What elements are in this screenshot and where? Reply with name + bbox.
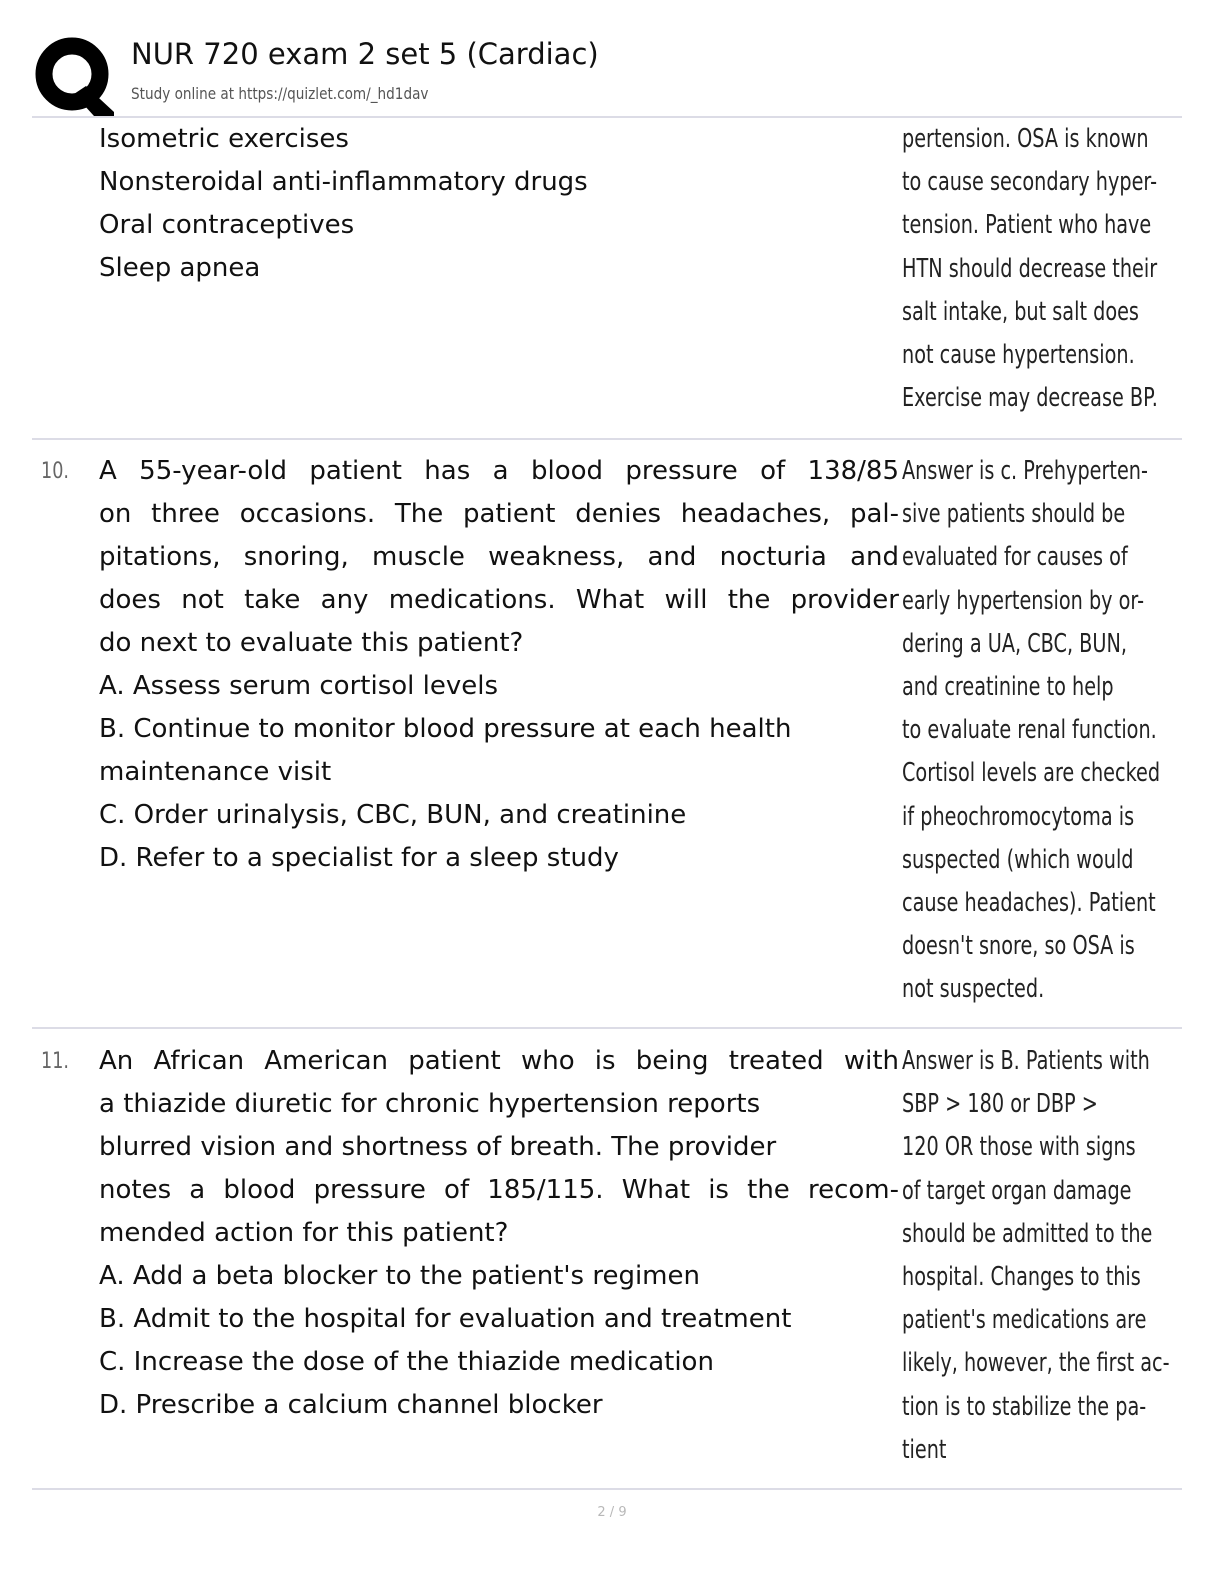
question-line: Isometric exercises [99,124,349,154]
answer-line: doesn't snore, so OSA is [902,931,1135,962]
question-text [99,450,899,880]
study-online-link[interactable]: Study online at https://quizlet.com/_hd1dav [131,84,429,103]
answer-line: dering a UA, CBC, BUN, [902,628,1127,659]
answer-line: tient [902,1434,947,1465]
answer-line: should be admitted to the [902,1218,1153,1249]
answer-line: not suspected. [902,974,1045,1005]
answer-option-a: A. Assess serum cortisol levels [99,671,499,701]
answer-line: of target organ damage [902,1175,1132,1206]
question-line: An African American patient who is being treated with [99,1046,899,1076]
document-title: NUR 720 exam 2 set 5 (Cardiac) [131,37,599,71]
card-number: 11. [41,1049,69,1074]
question-line: notes a blood pressure of 185/115. What is the recom- [99,1175,899,1205]
answer-line: 120 OR those with signs [902,1132,1136,1163]
answer-line: Answer is c. Prehyperten- [902,456,1148,486]
flashcard-10 [32,450,1182,1020]
answer-option-b-cont: maintenance visit [99,757,332,787]
question-line: mended action for this patient? [99,1218,509,1248]
answer-line: suspected (which would [902,844,1134,875]
answer-text [902,1040,1222,1472]
answer-option-d: D. Prescribe a calcium channel blocker [99,1390,603,1420]
question-line: a thiazide diuretic for chronic hypertension reports [99,1089,761,1119]
answer-line: and creatinine to help [902,671,1114,702]
answer-line: Exercise may decrease BP. [902,383,1158,414]
question-line: A 55-year-old patient has a blood pressure of 138/85 [99,456,899,486]
answer-line: pertension. OSA is known [902,124,1149,154]
question-line: Nonsteroidal anti-inflammatory drugs [99,167,588,197]
question-line: pitations, snoring, muscle weakness, and nocturia and [99,542,899,572]
question-text [99,1040,899,1427]
question-line: on three occasions. The patient denies headaches, pal- [99,499,899,529]
divider [32,1488,1182,1490]
card-number: 10. [41,459,69,484]
answer-line: not cause hypertension. [902,339,1135,370]
answer-line: to cause secondary hyper- [902,167,1158,198]
answer-option-d: D. Refer to a specialist for a sleep study [99,843,619,873]
answer-line: tension. Patient who have [902,210,1152,241]
answer-line: SBP > 180 or DBP > [902,1089,1098,1120]
question-line: does not take any medications. What will the provider [99,585,899,615]
answer-line: tion is to stabilize the pa- [902,1391,1147,1422]
answer-option-c: C. Order urinalysis, CBC, BUN, and creatinine [99,800,687,830]
answer-line: evaluated for causes of [902,542,1128,573]
answer-text [902,450,1222,1011]
answer-line: cause headaches). Patient [902,887,1156,918]
answer-line: HTN should decrease their [902,253,1158,284]
answer-option-c: C. Increase the dose of the thiazide medication [99,1347,714,1377]
question-text [99,118,899,290]
answer-line: salt intake, but salt does [902,296,1139,327]
quizlet-q-logo-icon [34,36,114,116]
answer-option-b: B. Admit to the hospital for evaluation and treatment [99,1304,792,1334]
answer-line: patient's medications are [902,1305,1147,1336]
flashcard-continued [32,118,1182,436]
question-line: Sleep apnea [99,253,261,283]
divider [32,1027,1182,1029]
answer-line: hospital. Changes to this [902,1261,1141,1292]
document-header [30,30,1190,114]
answer-option-b: B. Continue to monitor blood pressure at each health [99,714,792,744]
page-number: 2 / 9 [597,1505,627,1520]
flashcard-11 [32,1040,1182,1480]
answer-line: to evaluate renal function. [902,715,1157,746]
question-line: do next to evaluate this patient? [99,628,524,658]
answer-line: early hypertension by or- [902,585,1145,616]
question-line: blurred vision and shortness of breath. The provider [99,1132,777,1162]
answer-line: if pheochromocytoma is [902,801,1135,832]
divider [32,438,1182,440]
answer-line: Cortisol levels are checked [902,758,1161,789]
answer-line: likely, however, the first ac- [902,1348,1170,1379]
answer-option-a: A. Add a beta blocker to the patient's regimen [99,1261,700,1291]
answer-line: Answer is B. Patients with [902,1046,1150,1076]
answer-text [902,118,1222,420]
answer-line: sive patients should be [902,499,1126,530]
question-line: Oral contraceptives [99,210,355,240]
